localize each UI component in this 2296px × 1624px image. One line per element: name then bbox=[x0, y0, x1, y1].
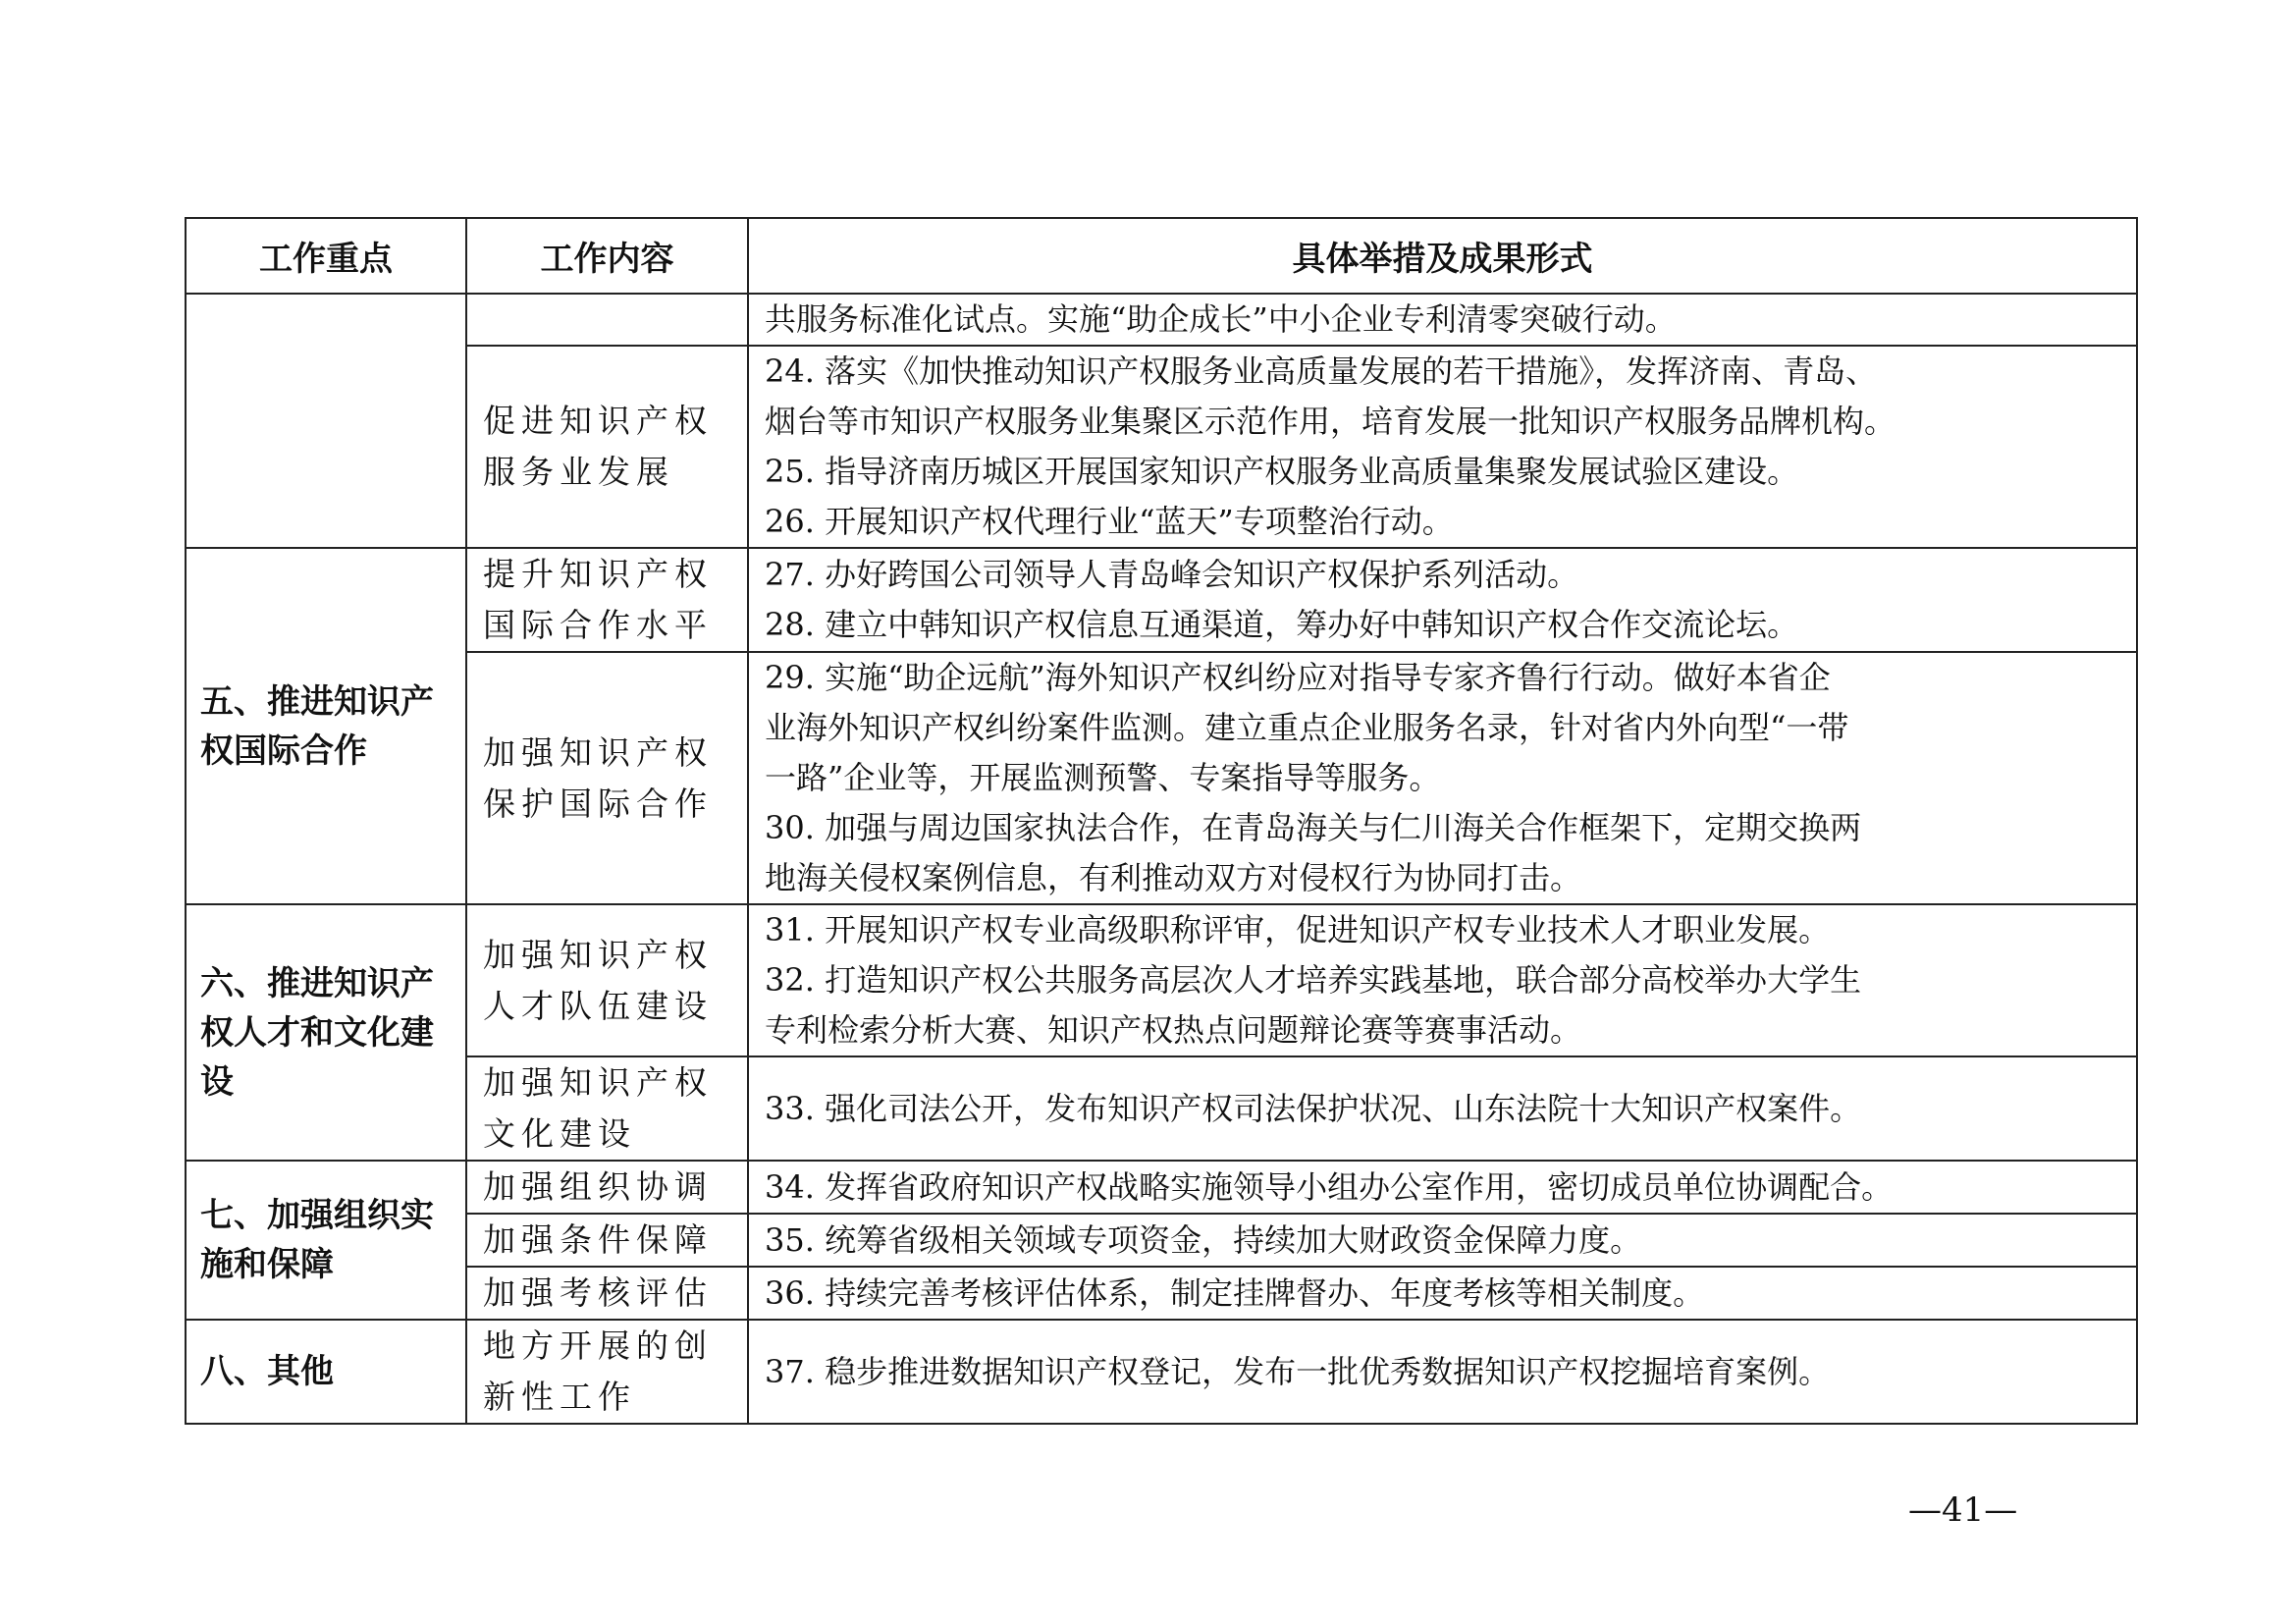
work-plan-table bbox=[185, 217, 2138, 1425]
measure-line: 专利检索分析大赛、知识产权热点问题辩论赛等赛事活动。 bbox=[765, 1011, 1582, 1049]
table-row bbox=[186, 1161, 2137, 1214]
measure-line: 27. 办好跨国公司领导人青岛峰会知识产权保护系列活动。 bbox=[765, 556, 1579, 593]
table-row bbox=[186, 548, 2137, 652]
table-row bbox=[186, 1214, 2137, 1267]
measure-line: 共服务标准化试点。实施“助企成长”中小企业专利清零突破行动。 bbox=[765, 300, 1677, 338]
measure-line: 烟台等市知识产权服务业集聚区示范作用，培育发展一批知识产权服务品牌机构。 bbox=[765, 403, 1896, 440]
work-focus-cell bbox=[186, 294, 466, 548]
measure-line: 28. 建立中韩知识产权信息互通渠道，筹办好中韩知识产权合作交流论坛。 bbox=[765, 606, 1799, 643]
table-row bbox=[186, 346, 2137, 548]
header-work-content: 工作内容 bbox=[466, 218, 748, 294]
measures-cell bbox=[748, 548, 2137, 652]
measure-line: 37. 稳步推进数据知识产权登记，发布一批优秀数据知识产权挖掘培育案例。 bbox=[765, 1352, 1831, 1390]
work-focus-cell: 六、推进知识产权人才和文化建设 bbox=[186, 904, 466, 1161]
work-focus-cell: 八、其他 bbox=[186, 1320, 466, 1424]
measure-line: 32. 打造知识产权公共服务高层次人才培养实践基地，联合部分高校举办大学生 bbox=[765, 961, 1862, 999]
work-content-cell: 地方开展的创新性工作 bbox=[466, 1320, 748, 1424]
measures-cell bbox=[748, 1161, 2137, 1214]
table-header-row bbox=[186, 218, 2137, 294]
measure-line: 30. 加强与周边国家执法合作，在青岛海关与仁川海关合作框架下，定期交换两 bbox=[765, 809, 1862, 846]
measure-line: 35. 统筹省级相关领域专项资金，持续加大财政资金保障力度。 bbox=[765, 1220, 1642, 1259]
measures-cell bbox=[748, 346, 2137, 548]
table-row bbox=[186, 1056, 2137, 1161]
measure-line: 34. 发挥省政府知识产权战略实施领导小组办公室作用，密切成员单位协调配合。 bbox=[765, 1167, 1894, 1206]
work-content-cell: 加强知识产权保护国际合作 bbox=[466, 652, 748, 904]
work-content-cell: 加强条件保障 bbox=[466, 1214, 748, 1267]
work-content-cell bbox=[466, 294, 748, 346]
table-row bbox=[186, 1267, 2137, 1320]
measures-cell bbox=[748, 294, 2137, 346]
measures-cell bbox=[748, 1320, 2137, 1424]
work-content-cell: 加强知识产权人才队伍建设 bbox=[466, 904, 748, 1056]
measures-cell bbox=[748, 1267, 2137, 1320]
measures-cell bbox=[748, 904, 2137, 1056]
measure-line: 25. 指导济南历城区开展国家知识产权服务业高质量集聚发展试验区建设。 bbox=[765, 453, 1799, 490]
page-number: —41— bbox=[1908, 1490, 2018, 1530]
work-content-cell: 促进知识产权服务业发展 bbox=[466, 346, 748, 548]
table-row bbox=[186, 294, 2137, 346]
work-content-cell: 加强考核评估 bbox=[466, 1267, 748, 1320]
measures-cell bbox=[748, 1214, 2137, 1267]
work-focus-cell: 五、推进知识产权国际合作 bbox=[186, 548, 466, 904]
table-body bbox=[186, 294, 2137, 1424]
measure-line: 26. 开展知识产权代理行业“蓝天”专项整治行动。 bbox=[765, 503, 1454, 540]
work-content-cell: 加强知识产权文化建设 bbox=[466, 1056, 748, 1161]
table-row bbox=[186, 1320, 2137, 1424]
work-content-cell: 提升知识产权国际合作水平 bbox=[466, 548, 748, 652]
measure-line: 业海外知识产权纠纷案件监测。建立重点企业服务名录，针对省内外向型“一带 bbox=[765, 709, 1849, 746]
measures-cell bbox=[748, 652, 2137, 904]
measure-line: 地海关侵权案例信息，有利推动双方对侵权行为协同打击。 bbox=[765, 859, 1582, 896]
measure-line: 33. 强化司法公开，发布知识产权司法保护状况、山东法院十大知识产权案件。 bbox=[765, 1089, 1862, 1127]
table-row bbox=[186, 904, 2137, 1056]
measure-line: 24. 落实《加快推动知识产权服务业高质量发展的若干措施》，发挥济南、青岛、 bbox=[765, 352, 1878, 390]
measures-cell bbox=[748, 1056, 2137, 1161]
work-content-cell: 加强组织协调 bbox=[466, 1161, 748, 1214]
measure-line: 一路”企业等，开展监测预警、专案指导等服务。 bbox=[765, 759, 1441, 796]
work-focus-cell: 七、加强组织实施和保障 bbox=[186, 1161, 466, 1320]
header-work-focus: 工作重点 bbox=[186, 218, 466, 294]
table-row bbox=[186, 652, 2137, 904]
measure-line: 31. 开展知识产权专业高级职称评审，促进知识产权专业技术人才职业发展。 bbox=[765, 911, 1831, 948]
header-measures: 具体举措及成果形式 bbox=[748, 218, 2137, 294]
measure-line: 36. 持续完善考核评估体系，制定挂牌督办、年度考核等相关制度。 bbox=[765, 1273, 1705, 1312]
measure-line: 29. 实施“助企远航”海外知识产权纠纷应对指导专家齐鲁行行动。做好本省企 bbox=[765, 659, 1831, 696]
